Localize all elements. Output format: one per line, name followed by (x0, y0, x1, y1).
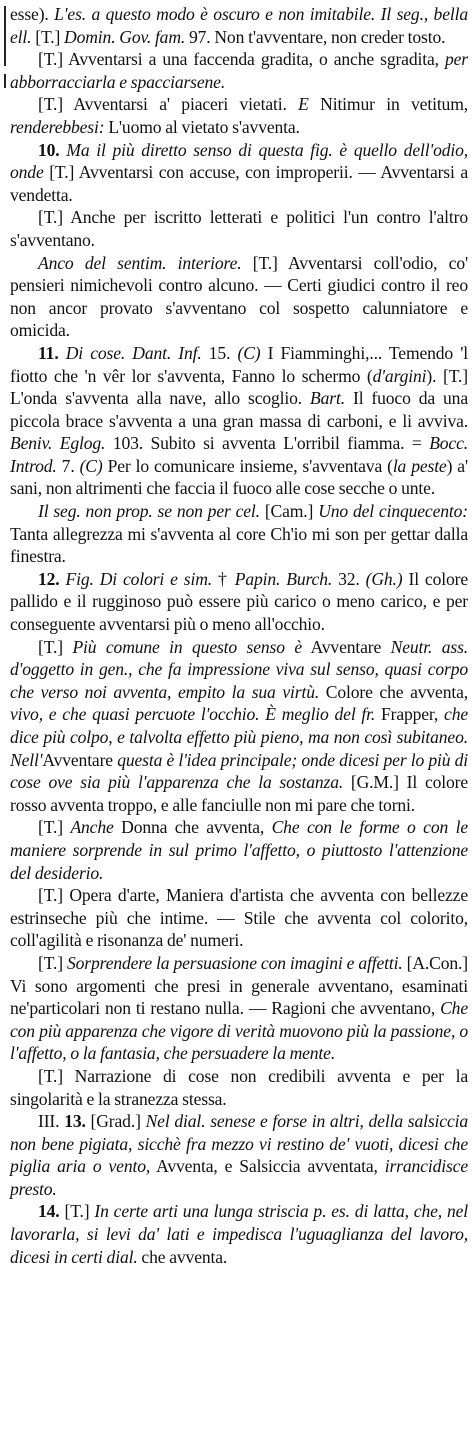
italic-text: Che con più apparenza che vigore di verità muovono più la passione, o l'affetto, o la fantasia, che persuadere la mente. (10, 998, 468, 1064)
text-segment: Avventa, e Salsiccia avventata, (150, 1156, 385, 1177)
paragraph (10, 1065, 468, 1110)
section-number: 12. (38, 568, 60, 589)
text-segment: Tanta allegrezza mi s'avventa al core Ch'io mi son per gettar dalla finestra. (10, 523, 468, 567)
text-segment: 97. Non t'avventare, non creder tosto. (185, 26, 446, 47)
italic-text: Bocc. Introd. (10, 433, 468, 476)
italic-text: Domin. Gov. fam. (64, 26, 186, 47)
text-segment: III. (38, 1111, 65, 1132)
italic-text: Che con le forme o con le maniere sorprende in sul primo l'affetto, o piuttosto l'attenzione del desiderio. (10, 817, 468, 883)
paragraph (10, 568, 468, 636)
paragraph (10, 342, 468, 500)
text-segment: [T.] Avventarsi a' piaceri vietati. (38, 94, 299, 115)
italic-text: Fig. Di colori e sim. (59, 568, 213, 589)
text-segment: [Grad.] (85, 1111, 146, 1132)
text-segment: [T.] Avventarsi a una faccenda gradita, o anche sgradita, (38, 49, 445, 70)
text-segment: Frapper, (375, 704, 445, 725)
italic-text: Di cose. Dant. Inf. (58, 342, 202, 363)
text-segment: Donna che avventa, (113, 817, 272, 838)
italic-text: questa è l'idea principale; onde dicesi per lo più di cose ove sia più l'apparenza che la sostanza. (10, 749, 468, 793)
text-segment: Nitimur in vetitum, (308, 94, 468, 115)
text-segment: [T.] (38, 952, 68, 973)
text-segment: Colore che avventa, (319, 681, 468, 702)
italic-text: Sorprendere la persuasione con imagini e affetti. (67, 952, 403, 973)
text-segment: I Fiamminghi,... Temendo 'l fiotto che 'n vêr lor s'avventa, Fanno lo schermo ( (10, 342, 468, 386)
italic-text: che dice più colpo, e talvolta effetto più pieno, ma non così subitaneo. Nell' (10, 704, 468, 770)
text-segment: [G.M.] Il colore rosso avventa troppo, e alle fanciulle non mi pare che torni. (10, 772, 469, 815)
italic-text: vivo, e che quasi percuote l'occhio. È meglio del fr. (10, 704, 376, 725)
text-segment: [T.] (59, 1201, 95, 1222)
italic-text: Anco del sentim. interiore. (38, 252, 242, 273)
text-segment: [A.Con.] Vi sono argomenti che presi in generale avventano, esaminati ne'particolari non ti restano nulla. — Ragioni che avventano, (10, 952, 469, 1019)
paragraph (10, 93, 468, 138)
italic-text: Più comune in questo senso è (72, 636, 303, 657)
italic-text: Beniv. Eglog. (10, 433, 106, 454)
italic-text: per abborracciarla e spacciarsene. (10, 49, 468, 92)
text-segment: Per lo comunicare insieme, s'avventava ( (102, 455, 393, 476)
paragraph (10, 500, 468, 568)
text-segment: 15. (201, 342, 238, 363)
text-segment: Il colore pallido e il rugginoso può essere più carico o meno carico, e per conseguente avventarsi più o meno all'occhio. (10, 568, 468, 635)
paragraph (10, 139, 468, 207)
italic-text: Bart. (310, 388, 345, 409)
text-segment: [Cam.] (259, 501, 319, 522)
text-segment: [T.] Narrazione di cose non credibili avventa e per la singolarità e la stranezza stessa. (10, 1065, 468, 1109)
paragraph (10, 884, 468, 952)
text-segment: † (212, 568, 235, 589)
section-number: 14. (38, 1201, 60, 1222)
italic-text: d'argini (372, 365, 427, 386)
italic-text: Nel dial. senese e forse in altri, della salsiccia non bene pigiata, sicchè fra mezzo vi restino de' vuoti, dicesi che piglia aria o vento, (10, 1111, 468, 1177)
paragraph (10, 48, 468, 93)
italic-text: In certe arti una lunga striscia p. es. di latta, che, nel lavorarla, si levi da' lati e impedisca l'uguaglianza del lavoro, dicesi in certi dial. (10, 1201, 468, 1267)
paragraph (10, 252, 468, 342)
text-segment: [T.] Anche per iscritto letterati e politici l'un contro l'altro s'avventano. (10, 207, 468, 250)
margin-rule-top (4, 6, 6, 66)
paragraph (10, 816, 468, 884)
text-segment: [T.] Avventarsi con accuse, con improperii. — Avventarsi a vendetta. (10, 162, 468, 205)
text-segment: ). [T.] L'onda s'avventa alla nave, allo scoglio. (10, 365, 468, 409)
section-number: 10. (38, 139, 60, 160)
italic-text: Il seg. non prop. se non per cel. (38, 501, 260, 522)
italic-text: Papin. Burch. (234, 568, 333, 589)
text-segment: [T.] (31, 26, 65, 47)
text-segment: Avventare (42, 749, 118, 770)
paragraph (10, 1110, 468, 1200)
text-segment: L'uomo al vietato s'avventa. (104, 116, 300, 137)
paragraph (10, 636, 468, 817)
section-number: 13. (64, 1111, 86, 1132)
text-segment: [T.] (38, 817, 71, 838)
italic-text: irrancidisce presto. (10, 1156, 468, 1199)
dictionary-entry-text (10, 3, 468, 1268)
section-number: 11. (38, 342, 59, 363)
text-segment: 32. (332, 568, 366, 589)
italic-text: la peste (392, 455, 447, 476)
paragraph (10, 952, 468, 1065)
paragraph (10, 3, 468, 48)
paragraph (10, 1200, 468, 1268)
text-segment: Il fuoco da una piccola brace s'avventa a una gran massa di carboni, e li avviva. (10, 388, 468, 431)
italic-text: Neutr. ass. d'oggetto in gen., che fa impressione viva sul senso, quasi corpo che verso noi avventa, empito la sua virtù. (10, 636, 469, 702)
text-segment: che avventa. (137, 1246, 228, 1267)
italic-text: (Gh.) (365, 568, 403, 589)
text-segment: 103. Subito si avventa L'orribil fiamma. = (105, 433, 430, 454)
italic-text: renderebbesi: (10, 116, 105, 137)
italic-text: (C) (237, 342, 261, 363)
margin-rule-short (4, 74, 6, 88)
italic-text: (C) (79, 455, 103, 476)
italic-text: Anche (70, 817, 114, 838)
italic-text: L'es. a questo modo è oscuro e non imitabile. Il seg., bella ell. (10, 4, 468, 47)
italic-text: Uno del cinquecento: (318, 501, 468, 522)
italic-text: Ma il più diretto senso di questa fig. è quello dell'odio, onde (10, 139, 468, 183)
text-segment: esse). (10, 4, 55, 24)
text-segment: 7. (56, 455, 80, 476)
text-segment: ) a' sani, non altrimenti che faccia il fuoco alle cose secche o unte. (10, 455, 468, 499)
italic-text: E (298, 94, 309, 115)
text-segment: Avventare (302, 636, 391, 657)
paragraph (10, 206, 468, 251)
text-segment: [T.] Avventarsi coll'odio, co' pensieri nimichevoli contro alcuno. — Certi giudici contro il reo non ancor provato s'avventano col sospetto calunniatore e omicida. (10, 252, 468, 341)
text-segment: [T.] Opera d'arte, Maniera d'artista che avventa con bellezze estrinseche più che intime. — Stile che avventa col colorito, coll'agilità e risonanza de' numeri. (10, 885, 468, 951)
text-segment: [T.] (38, 636, 73, 657)
